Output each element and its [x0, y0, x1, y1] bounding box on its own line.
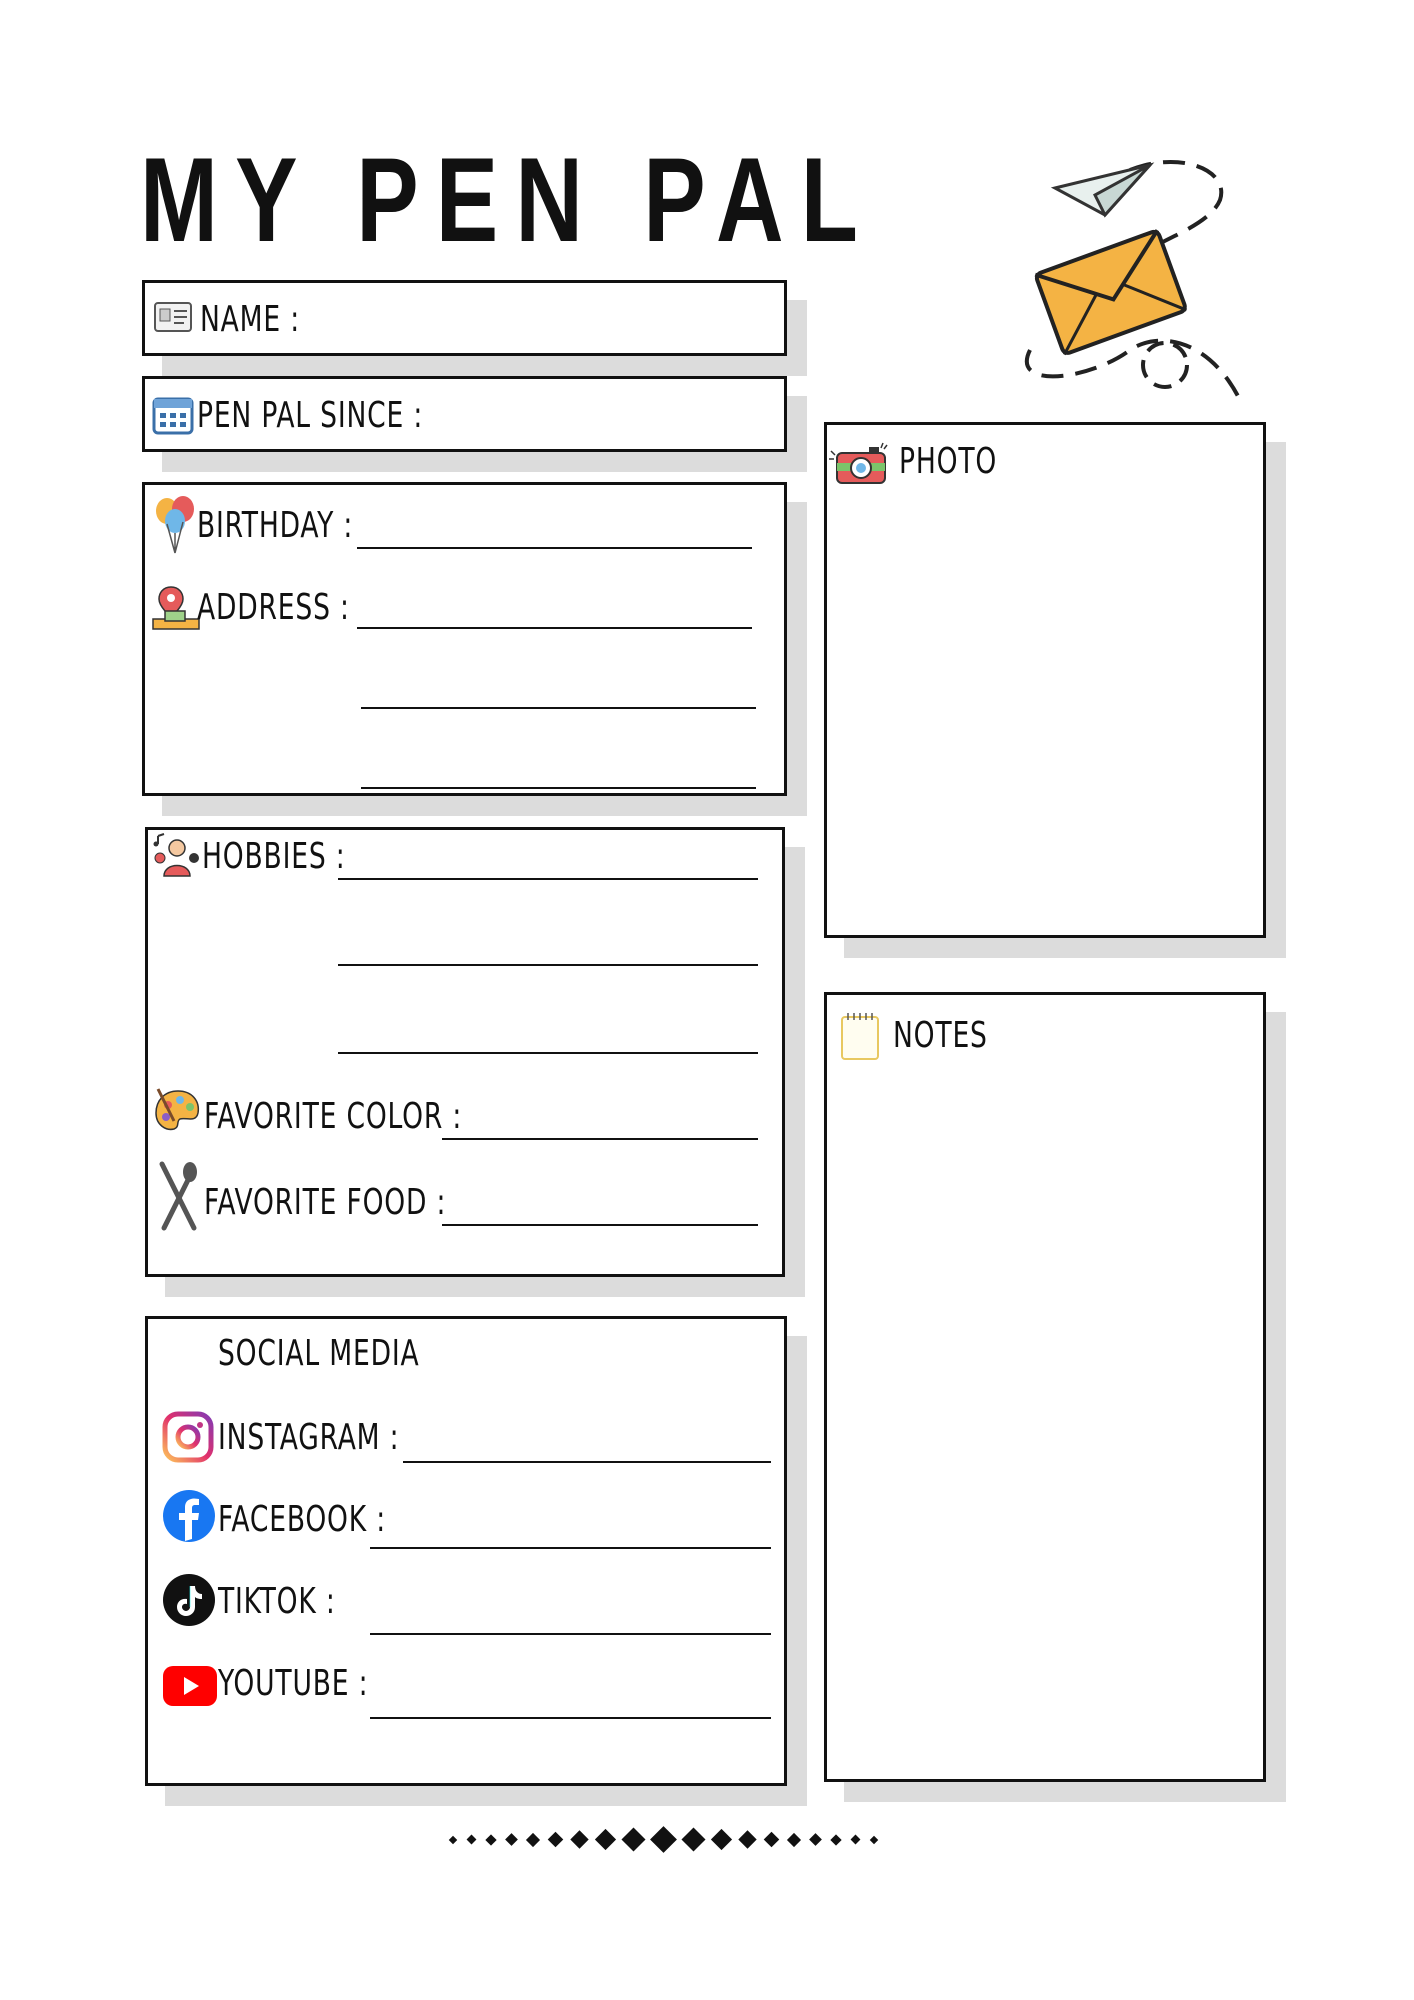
birthday-line[interactable]	[357, 547, 752, 549]
address-line-3[interactable]	[361, 787, 756, 789]
diamond-ornament	[449, 1835, 457, 1843]
photo-label: PHOTO	[899, 441, 998, 482]
diamond-ornament	[738, 1830, 756, 1848]
page-title: MY PEN PAL	[140, 133, 876, 267]
favorite-food-line[interactable]	[442, 1224, 758, 1226]
diamond-ornament	[467, 1835, 477, 1845]
fork-spoon-icon	[154, 1160, 204, 1232]
diamond-ornament	[505, 1833, 518, 1846]
diamond-ornament	[764, 1832, 780, 1848]
youtube-line[interactable]	[370, 1717, 771, 1719]
diamond-ornament	[851, 1835, 861, 1845]
facebook-line[interactable]	[370, 1547, 771, 1549]
address-line-2[interactable]	[361, 707, 756, 709]
instagram-line[interactable]	[403, 1461, 771, 1463]
hobbies-icon	[152, 830, 202, 880]
facebook-label: FACEBOOK :	[218, 1499, 387, 1540]
name-label: NAME :	[200, 299, 301, 340]
diamond-ornament	[595, 1829, 616, 1850]
social-media-box	[145, 1316, 787, 1786]
hobbies-label: HOBBIES :	[202, 836, 346, 877]
social-media-heading: SOCIAL MEDIA	[218, 1333, 420, 1374]
favorite-food-label: FAVORITE FOOD :	[204, 1182, 447, 1223]
hobbies-box	[145, 827, 785, 1277]
paper-plane-envelope-icon	[1010, 150, 1260, 410]
notes-label: NOTES	[893, 1015, 988, 1056]
name-box	[142, 280, 787, 356]
youtube-icon	[162, 1665, 218, 1707]
palette-icon	[152, 1085, 204, 1137]
diamond-ornament	[570, 1830, 588, 1848]
diamond-ornament	[681, 1827, 705, 1851]
diamond-divider	[450, 1830, 877, 1849]
map-pin-icon	[151, 585, 201, 635]
birthday-label: BIRTHDAY :	[197, 505, 354, 546]
tiktok-label: TIKTOK :	[218, 1581, 336, 1622]
birthday-address-box	[142, 482, 787, 796]
address-label: ADDRESS :	[197, 587, 350, 628]
diamond-ornament	[621, 1827, 645, 1851]
pen-pal-since-label: PEN PAL SINCE :	[197, 395, 424, 436]
favorite-color-label: FAVORITE COLOR :	[204, 1096, 463, 1137]
tiktok-icon	[162, 1573, 216, 1627]
hobbies-line-3[interactable]	[338, 1052, 758, 1054]
notes-box[interactable]	[824, 992, 1266, 1782]
hobbies-line-2[interactable]	[338, 964, 758, 966]
diamond-ornament	[485, 1834, 496, 1845]
pen-pal-since-box	[142, 376, 787, 452]
diamond-ornament	[787, 1832, 801, 1846]
notepad-icon	[839, 1011, 881, 1061]
instagram-label: INSTAGRAM :	[218, 1417, 400, 1458]
hobbies-line-1[interactable]	[338, 878, 758, 880]
instagram-icon	[162, 1411, 214, 1463]
diamond-ornament	[830, 1834, 841, 1845]
diamond-ornament	[809, 1833, 822, 1846]
photo-box[interactable]	[824, 422, 1266, 938]
diamond-ornament	[548, 1832, 564, 1848]
camera-icon	[829, 441, 891, 487]
tiktok-line[interactable]	[370, 1633, 771, 1635]
balloons-icon	[153, 495, 197, 555]
address-line-1[interactable]	[357, 627, 752, 629]
calendar-icon	[151, 393, 195, 437]
id-card-icon	[151, 295, 195, 339]
favorite-color-line[interactable]	[442, 1138, 758, 1140]
youtube-label: YOUTUBE :	[218, 1663, 369, 1704]
facebook-icon	[162, 1489, 216, 1543]
diamond-ornament	[526, 1832, 540, 1846]
diamond-ornament	[650, 1826, 677, 1853]
diamond-ornament	[870, 1835, 878, 1843]
diamond-ornament	[711, 1829, 732, 1850]
